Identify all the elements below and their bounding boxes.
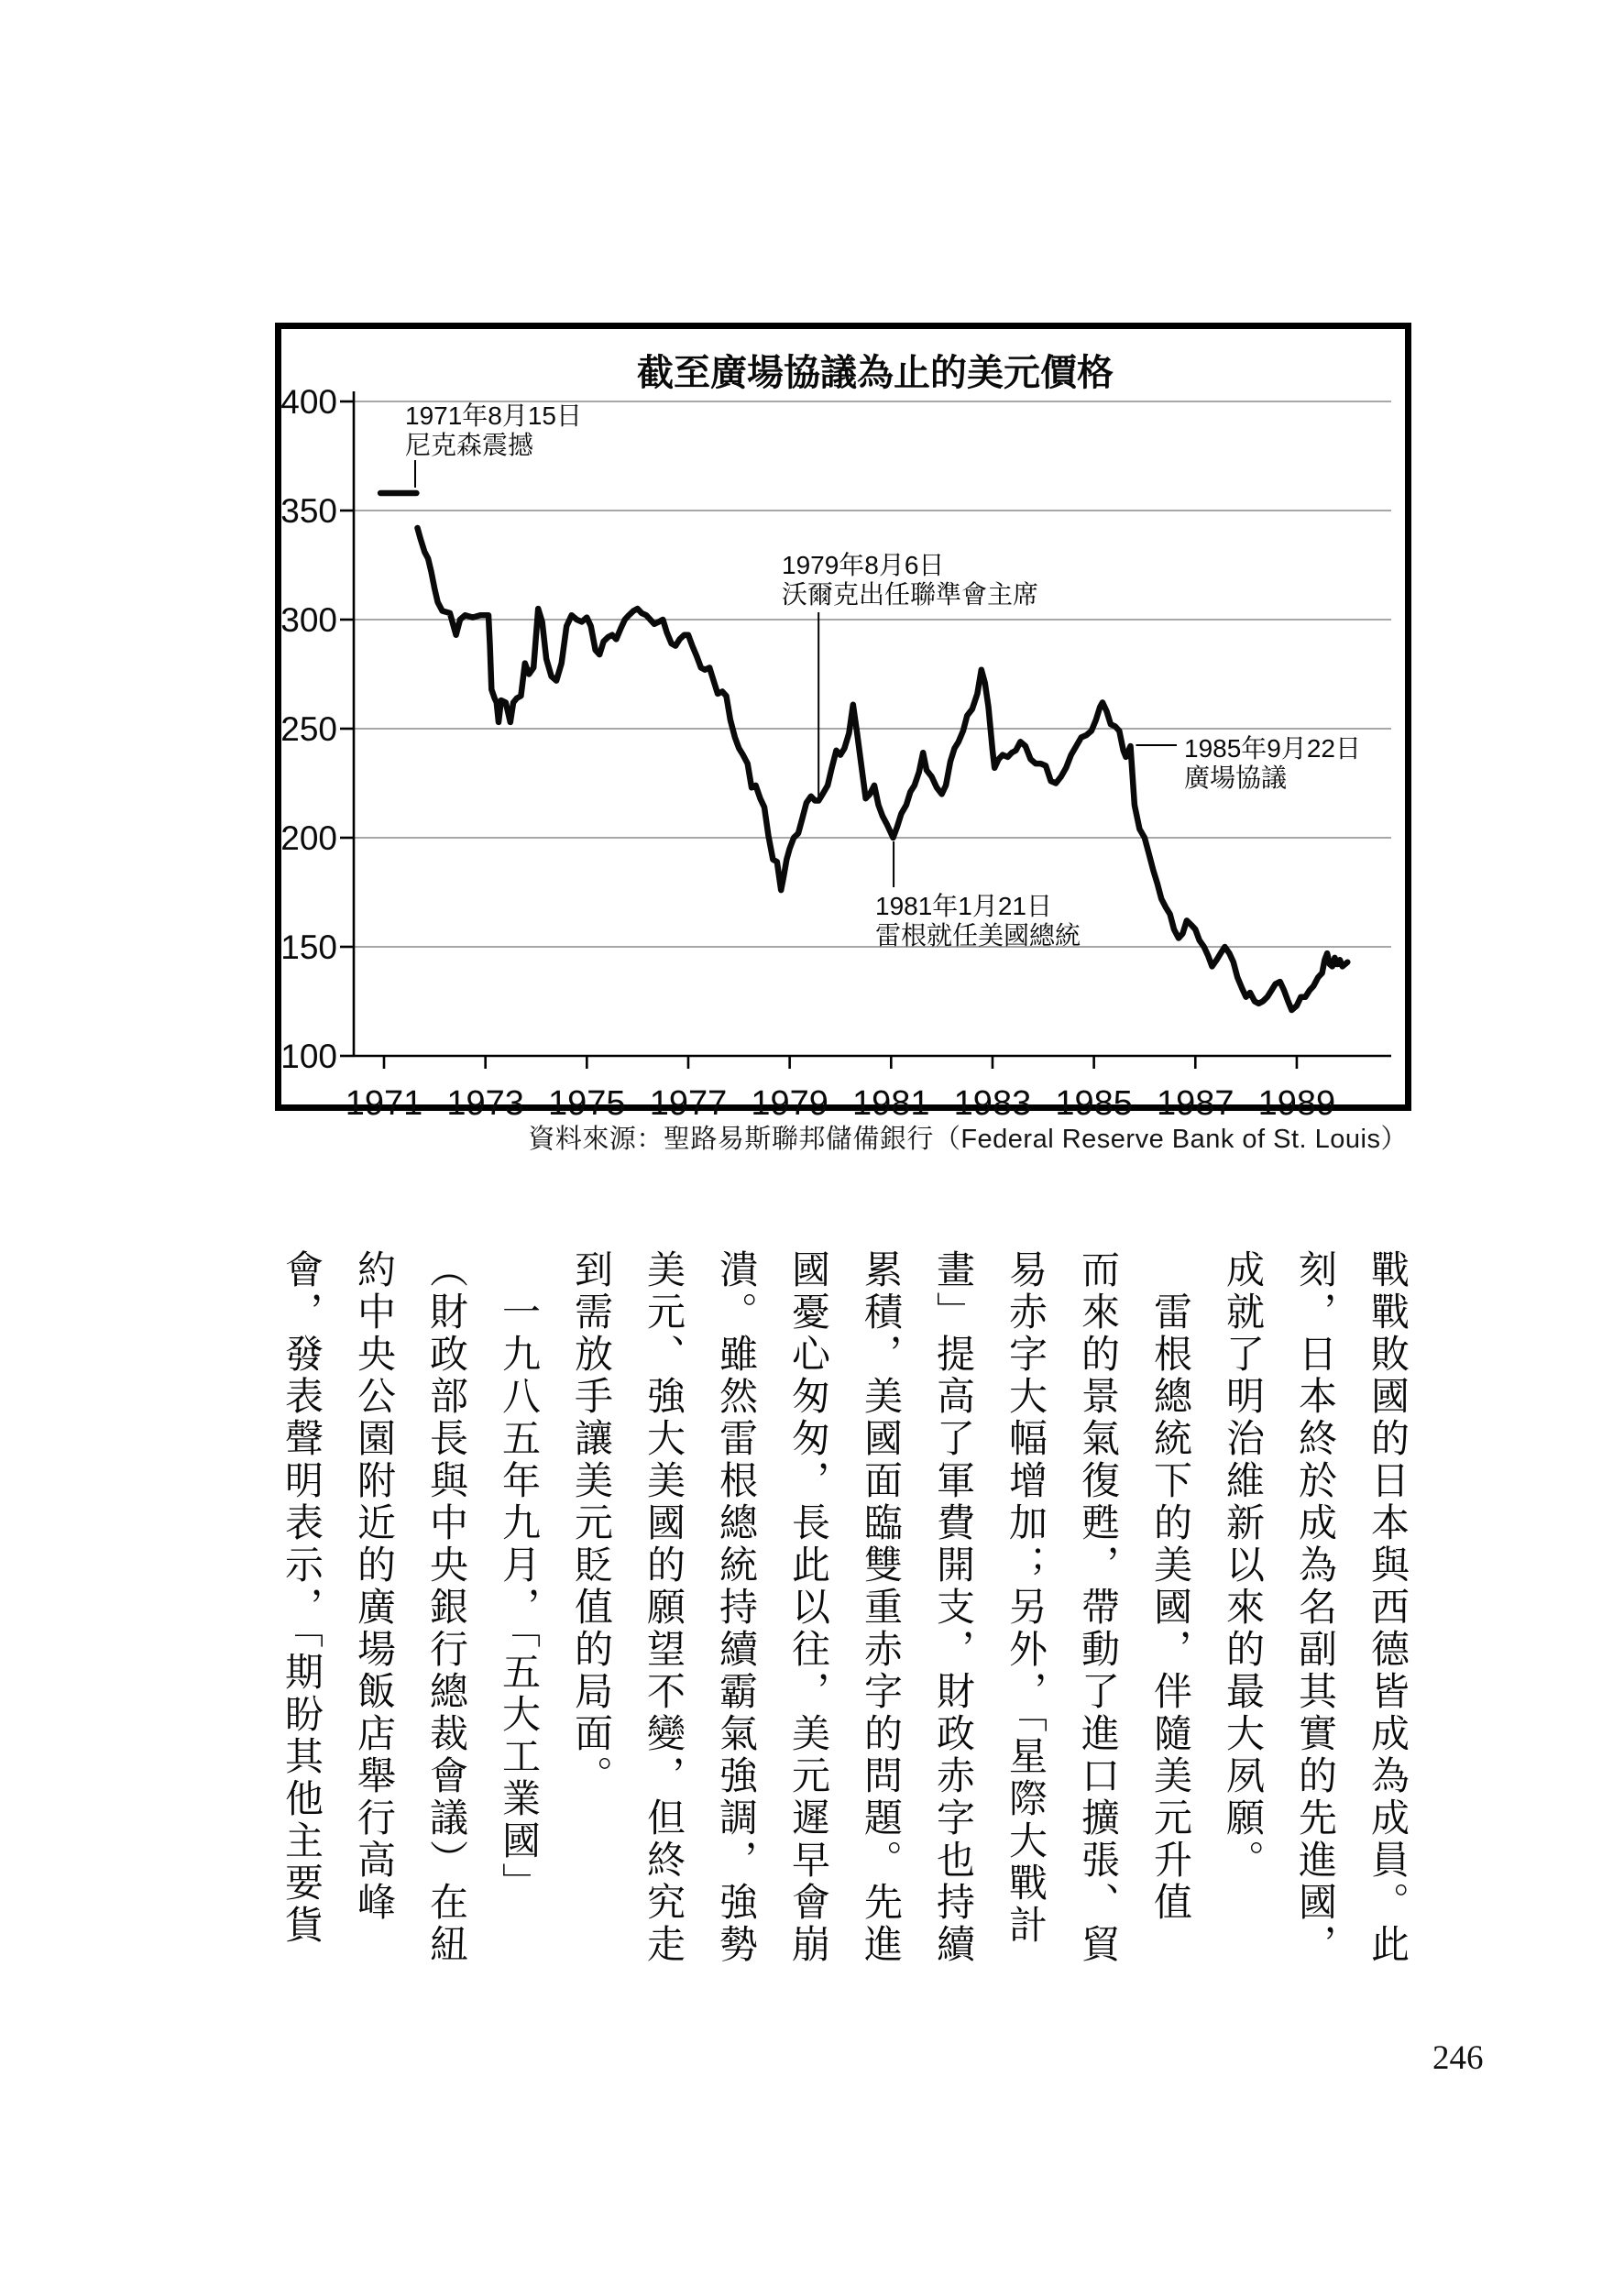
- text-column: 戰戰敗國的日本與西德皆成為成員。此: [1366, 1249, 1408, 1966]
- chart-title: 截至廣場協議為止的美元價格: [637, 353, 1114, 393]
- text-column: 累積，美國面臨雙重赤字的問題。先進: [859, 1249, 901, 1966]
- svg-text:尼克森震撼: 尼克森震撼: [405, 431, 534, 459]
- text-column: 雷根總統下的美國，伴隨美元升值: [1148, 1291, 1191, 1924]
- gridlines: [354, 401, 1391, 947]
- text-column: 到需放手讓美元貶值的局面。: [569, 1249, 611, 1797]
- annotation-reagan: [875, 841, 1081, 950]
- svg-text:1979: 1979: [751, 1084, 828, 1123]
- x-axis-labels: [346, 1084, 1335, 1123]
- svg-text:1973: 1973: [446, 1084, 524, 1123]
- svg-text:300: 300: [280, 601, 337, 639]
- text-column: 一九八五年九月，「五大工業國」: [497, 1291, 539, 1905]
- text-column: 而來的景氣復甦，帶動了進口擴張、貿: [1076, 1249, 1118, 1966]
- svg-text:1985: 1985: [1055, 1084, 1133, 1123]
- svg-text:100: 100: [280, 1038, 337, 1075]
- svg-text:沃爾克出任聯準會主席: 沃爾克出任聯準會主席: [782, 580, 1039, 609]
- svg-text:1987: 1987: [1157, 1084, 1234, 1123]
- svg-text:1971年8月15日: 1971年8月15日: [405, 401, 583, 430]
- text-column: 畫」提高了軍費開支，財政赤字也持續: [931, 1249, 973, 1966]
- annotation-nixon: [405, 401, 582, 488]
- svg-text:400: 400: [280, 383, 337, 421]
- text-column: 潰。雖然雷根總統持續霸氣強調，強勢: [714, 1249, 756, 1966]
- chart-source: 資料來源：聖路易斯聯邦儲備銀行（Federal Reserve Bank of St. Louis）: [528, 1125, 1408, 1154]
- text-column: 約中央公園附近的廣場飯店舉行高峰: [352, 1249, 394, 1924]
- svg-text:1989: 1989: [1257, 1084, 1336, 1123]
- text-column: 易赤字大幅增加；另外，「星際大戰計: [1004, 1249, 1046, 1947]
- svg-text:1971: 1971: [345, 1084, 423, 1123]
- body-text-block: [281, 1249, 1406, 1983]
- svg-text:1985年9月22日: 1985年9月22日: [1184, 734, 1362, 763]
- svg-text:250: 250: [280, 710, 337, 748]
- y-axis-labels: [280, 383, 337, 1075]
- svg-text:350: 350: [280, 492, 337, 530]
- text-column: 會，發表聲明表示，「期盼其他主要貨: [280, 1249, 322, 1947]
- svg-text:1975: 1975: [548, 1084, 626, 1123]
- text-column: （財政部長與中央銀行總裁會議）在紐: [424, 1249, 466, 1966]
- svg-text:1979年8月6日: 1979年8月6日: [782, 551, 945, 579]
- text-column: 國憂心匆匆，長此以往，美元遲早會崩: [786, 1249, 828, 1966]
- text-column: 刻，日本終於成為名副其實的先進國，: [1293, 1249, 1335, 1966]
- svg-text:1977: 1977: [649, 1084, 728, 1123]
- svg-text:雷根就任美國總統: 雷根就任美國總統: [875, 921, 1081, 950]
- text-column: 成就了明治維新以來的最大夙願。: [1221, 1249, 1263, 1882]
- svg-text:200: 200: [280, 819, 337, 857]
- annotation-plaza: [1136, 734, 1361, 792]
- svg-text:1981: 1981: [852, 1084, 930, 1123]
- svg-text:150: 150: [280, 928, 337, 966]
- page-number: 246: [1432, 2039, 1484, 2077]
- svg-text:廣場協議: 廣場協議: [1184, 763, 1288, 792]
- svg-text:1981年1月21日: 1981年1月21日: [875, 892, 1053, 920]
- svg-text:1983: 1983: [953, 1084, 1032, 1123]
- text-column: 美元、強大美國的願望不變，但終究走: [642, 1249, 684, 1966]
